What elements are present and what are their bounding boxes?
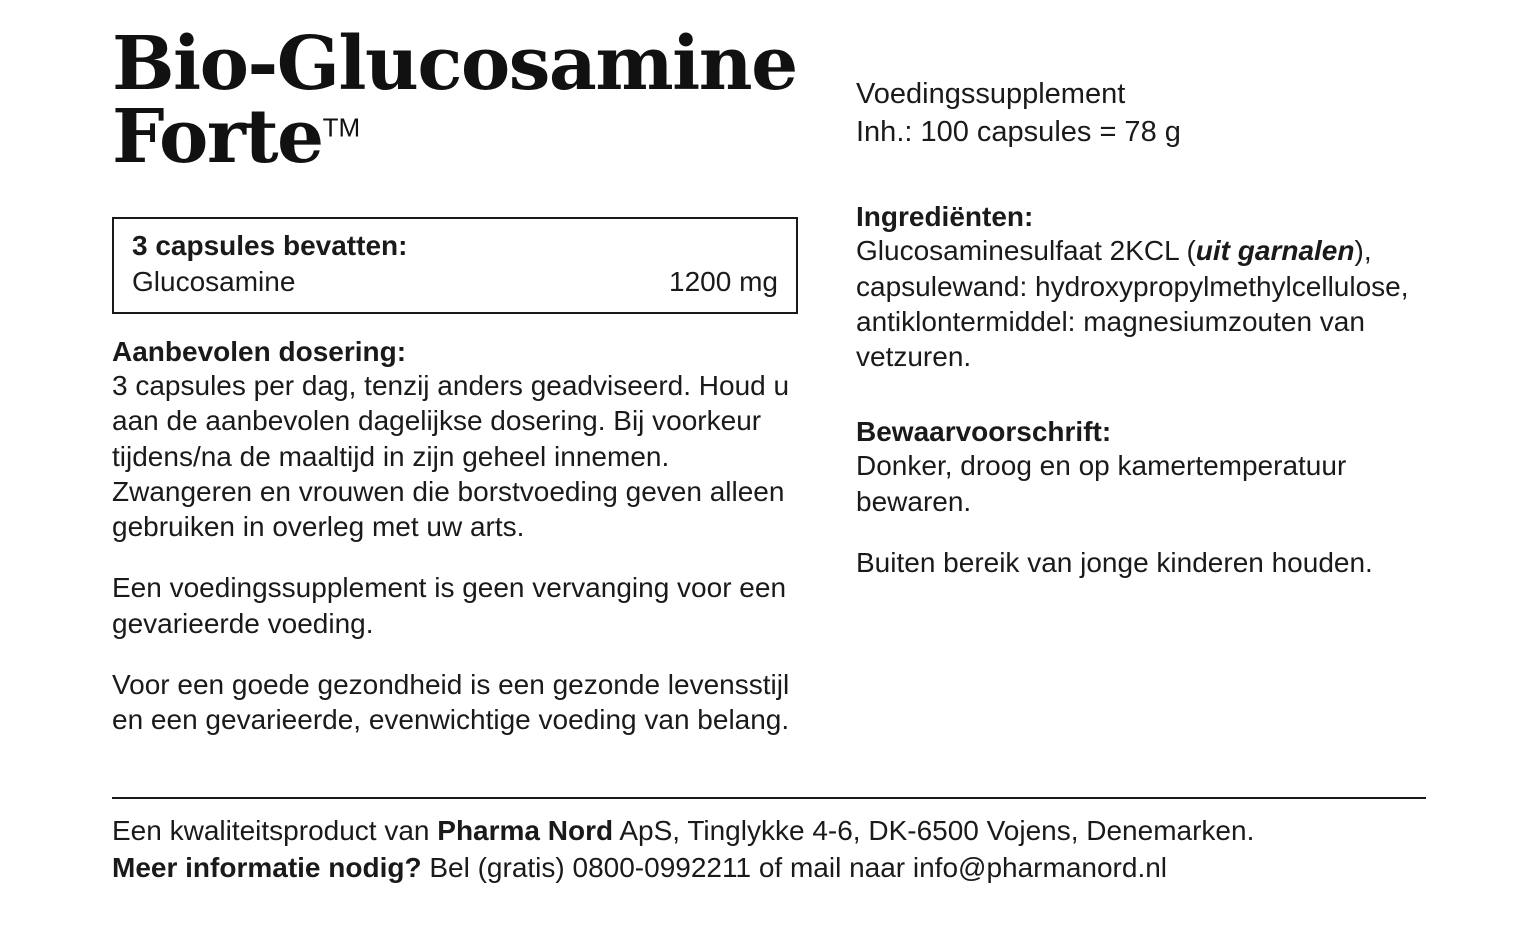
ingredients-allergen: uit garnalen [1195, 235, 1355, 267]
table-row [132, 266, 778, 298]
page-title [112, 21, 812, 180]
nutrient-amount: 1200 mg [669, 266, 778, 298]
manufacturer-brand: Pharma Nord [437, 815, 614, 847]
footer-divider [112, 797, 1426, 799]
right-column [812, 22, 1426, 580]
storage-line-2: Buiten bereik van jonge kinderen houden. [856, 546, 1373, 578]
product-summary [856, 76, 1426, 151]
storage-heading: Bewaarvoorschrift: [856, 416, 1112, 448]
supplement-type: Voedingssupplement [856, 78, 1126, 110]
trademark-symbol: TM [322, 111, 361, 142]
ingredients-text [856, 233, 1426, 374]
label-columns [112, 22, 1426, 737]
manufacturer-address: ApS, Tinglykke 4-6, DK-6500 Vojens, Denemarken. [613, 815, 1255, 847]
dosage-paragraph-3: Voor een goede gezondheid is een gezonde levensstijl en een gevarieerde, evenwichtige voeding van belang. [112, 668, 790, 736]
package-contents: Inh.: 100 capsules = 78 g [856, 115, 1181, 148]
product-title-line1: Bio-Glucosamine [112, 21, 797, 107]
manufacturer-line [112, 813, 1426, 850]
manufacturer-prefix: Een kwaliteitsproduct van [112, 815, 438, 847]
contact-prompt: Meer informatie nodig? [112, 852, 422, 884]
product-title-line2: Forte [112, 93, 323, 180]
contact-line [112, 850, 1426, 887]
dosage-paragraph-1: 3 capsules per dag, tenzij anders geadviseerd. Houd u aan de aanbevolen dagelijkse dosering. Bij voorkeur tijdens/na de maaltijd in zijn geheel innemen. Zwangeren en vrouwen die borstvoeding geven alleen gebruiken in overleg met uw arts. [112, 370, 790, 543]
nutrition-table-heading: 3 capsules bevatten: [132, 230, 408, 262]
nutrient-name: Glucosamine [132, 266, 296, 298]
footer [112, 797, 1426, 887]
left-column [112, 22, 812, 737]
dosage-paragraph-2: Een voedingssupplement is geen vervanging voor een gevarieerde voeding. [112, 572, 787, 639]
ingredients-text-after: ), capsulewand: hydroxypropylmethylcellulose, antiklontermiddel: magnesiumzouten van vetzuren. [856, 235, 1409, 373]
ingredients-text-before: Glucosaminesulfaat 2KCL ( [856, 235, 1196, 267]
dosage-heading: Aanbevolen dosering: [112, 336, 407, 368]
product-title-line2-wrapper [112, 93, 812, 180]
nutrition-table [112, 217, 798, 314]
storage-line-1: Donker, droog en op kamertemperatuur bewaren. [856, 450, 1347, 517]
ingredients-heading: Ingrediënten: [856, 201, 1034, 233]
contact-details: Bel (gratis) 0800-0992211 of mail naar info@pharmanord.nl [421, 852, 1168, 884]
